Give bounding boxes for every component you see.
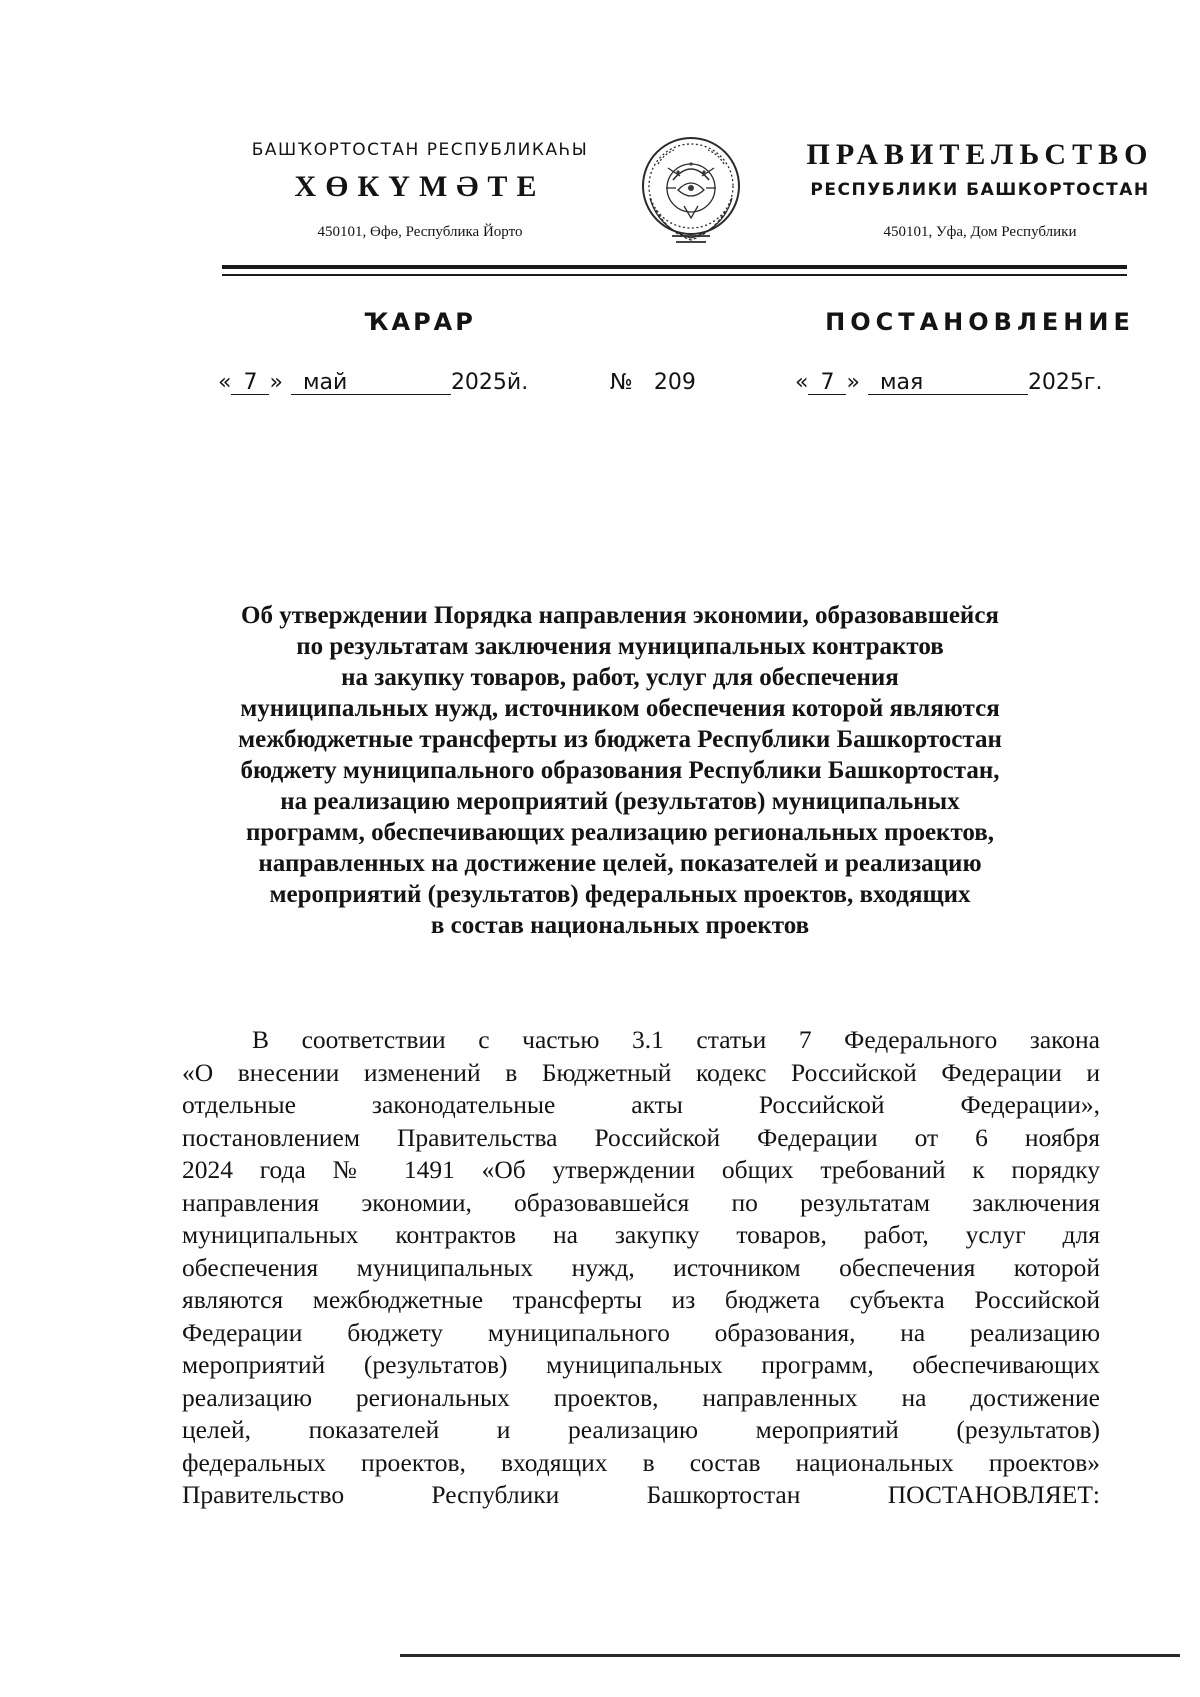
date-bashkir <box>218 370 528 395</box>
bashkortostan-emblem-icon <box>628 128 754 254</box>
title-line: межбюджетные трансферты из бюджета Республики Башкортостан <box>238 726 1002 753</box>
date-open-quote: « <box>218 370 232 395</box>
body-line: постановлением Правительства Российской Федерации от 6 ноября <box>182 1122 1100 1152</box>
body-line: являются межбюджетные трансферты из бюджета субъекта Российской <box>182 1285 1100 1314</box>
date-day: 7 <box>231 372 269 395</box>
left-address: 450101, Өфө, Республика Йорто <box>317 224 523 240</box>
title-line: по результатам заключения муниципальных контрактов <box>296 633 944 660</box>
right-address: 450101, Уфа, Дом Республики <box>883 224 1077 240</box>
date-close-quote: » <box>269 370 283 395</box>
date-open-quote: « <box>795 370 809 395</box>
left-org-name: БАШҠОРТОСТАН РЕСПУБЛИКАҺЫ <box>251 140 589 160</box>
right-org-name: РЕСПУБЛИКИ БАШКОРТОСТАН <box>810 180 1150 200</box>
date-year: 2025г. <box>1027 370 1103 395</box>
body-line: мероприятий (результатов) муниципальных программ, обеспечивающих <box>182 1350 1100 1379</box>
title-line: программ, обеспечивающих реализацию региональных проектов, <box>245 819 995 846</box>
number-sign: № <box>610 370 633 395</box>
body-line: 2024 года № 1491 «Об утверждении общих требований к порядку <box>182 1155 1100 1184</box>
left-gov-name: ХӨКҮМӘТЕ <box>294 170 546 203</box>
doc-type-bashkir: ҠАРАР <box>364 308 476 336</box>
title-line: на реализацию мероприятий (результатов) муниципальных <box>280 788 960 815</box>
title-line: Об утверждении Порядка направления экономии, образовавшейся <box>241 602 999 629</box>
date-russian <box>795 370 1102 395</box>
title-line: муниципальных нужд, источником обеспечения которой являются <box>240 695 1000 722</box>
page-bottom-line <box>400 1654 1180 1657</box>
date-month: май <box>291 372 451 395</box>
document-title <box>150 600 1090 941</box>
body-line: реализацию региональных проектов, направленных на достижение <box>182 1382 1100 1412</box>
body-line: обеспечения муниципальных нужд, источником обеспечения которой <box>182 1252 1100 1282</box>
title-line: мероприятий (результатов) федеральных проектов, входящих <box>269 881 971 908</box>
title-line: в состав национальных проектов <box>430 912 810 939</box>
body-line: Правительство Республики Башкортостан ПОСТАНОВЛЯЕТ: <box>182 1480 1100 1509</box>
body-line: федеральных проектов, входящих в состав национальных проектов» <box>182 1447 1100 1477</box>
document-body <box>182 1024 1100 1512</box>
header-divider <box>222 265 1127 279</box>
date-month: мая <box>868 372 1028 395</box>
title-line: на закупку товаров, работ, услуг для обеспечения <box>341 664 899 691</box>
number-value: 209 <box>653 370 696 395</box>
doc-type-russian: ПОСТАНОВЛЕНИЕ <box>825 308 1135 336</box>
body-line: «О внесении изменений в Бюджетный кодекс Российской Федерации и <box>182 1057 1100 1087</box>
title-line: бюджету муниципального образования Республики Башкортостан, <box>240 757 1000 784</box>
date-close-quote: » <box>846 370 860 395</box>
body-line: отдельные законодательные акты Российской Федерации», <box>182 1090 1100 1119</box>
body-line: направления экономии, образовавшейся по результатам заключения <box>182 1187 1100 1217</box>
body-line: муниципальных контрактов на закупку товаров, работ, услуг для <box>182 1220 1100 1249</box>
title-line: направленных на достижение целей, показателей и реализацию <box>258 850 982 877</box>
body-line: Федерации бюджету муниципального образования, на реализацию <box>182 1317 1100 1347</box>
right-gov-name: ПРАВИТЕЛЬСТВО <box>806 138 1154 171</box>
date-day: 7 <box>808 372 846 395</box>
document-number <box>610 370 696 395</box>
body-line: В соответствии с частью 3.1 статьи 7 Федерального закона <box>252 1025 1100 1054</box>
body-line: целей, показателей и реализацию мероприятий (результатов) <box>182 1415 1100 1444</box>
date-year: 2025й. <box>450 370 529 395</box>
